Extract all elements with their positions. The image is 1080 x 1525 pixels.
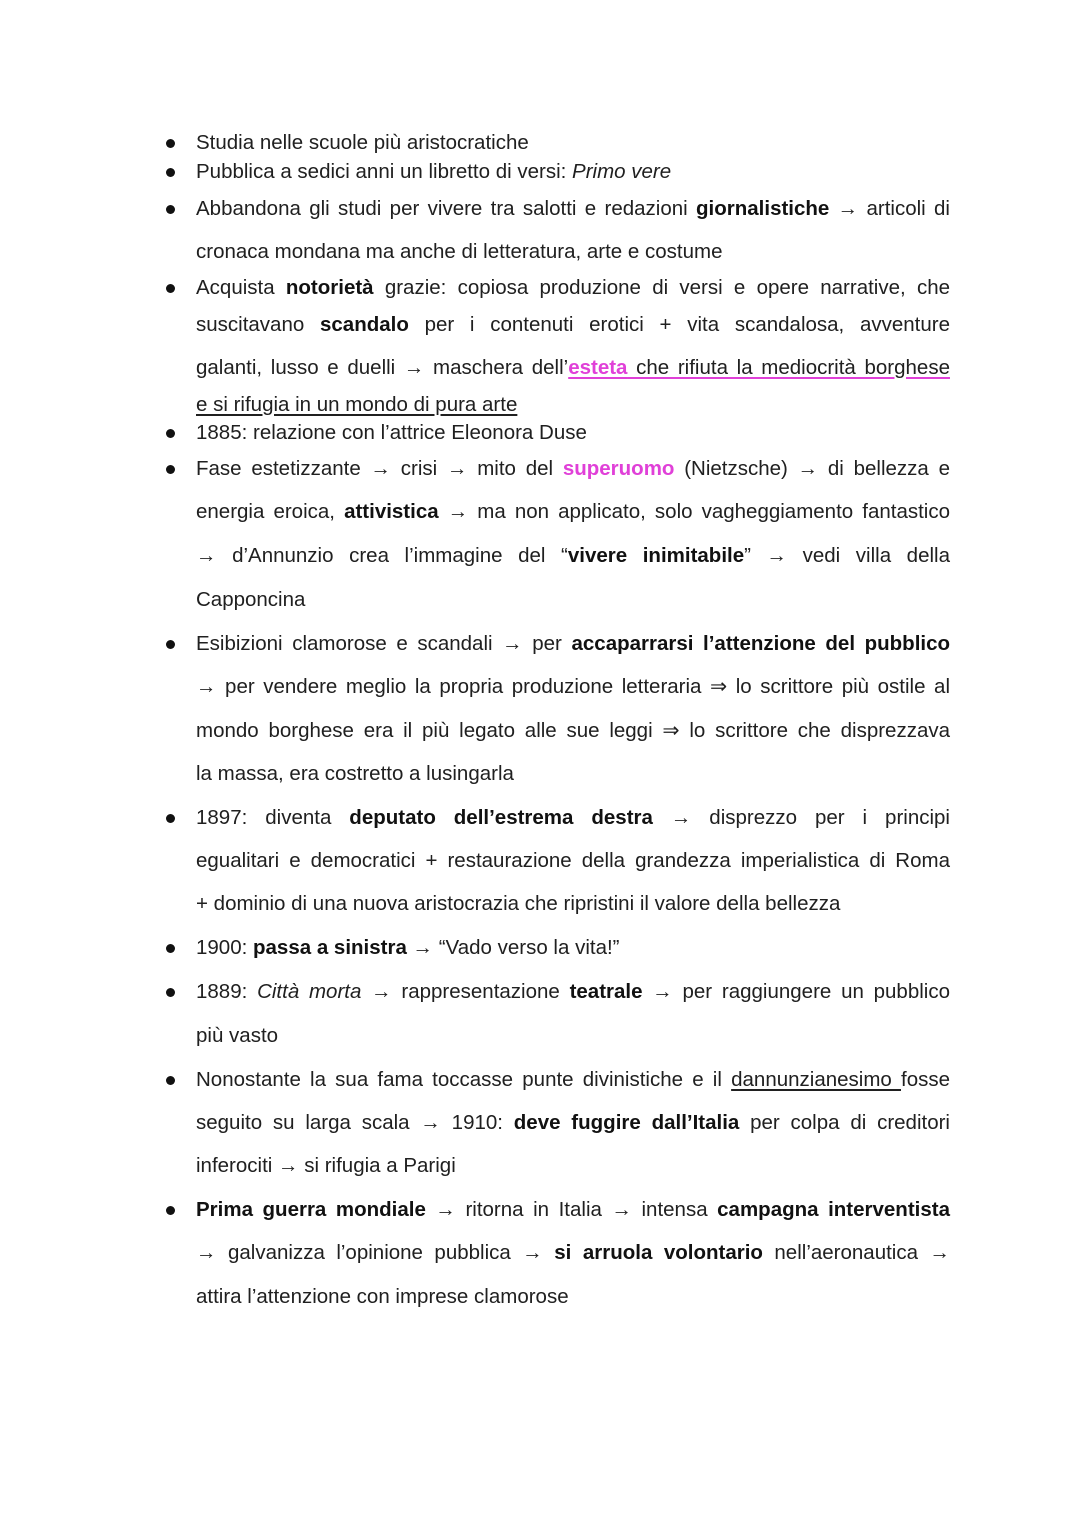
text-line <box>196 1111 950 1135</box>
text-span: attira l’attenzione con imprese clamorose <box>196 1285 569 1308</box>
text-line <box>196 421 950 445</box>
bold-text: passa a sinistra <box>253 936 407 959</box>
bold-text: deputato dell’estrema destra <box>349 806 653 829</box>
text-span: Acquista <box>196 276 286 299</box>
text-line <box>196 632 950 656</box>
text-span: Fase estetizzante → crisi → mito del <box>196 457 563 480</box>
bullet-icon <box>166 465 175 474</box>
bullet-icon <box>166 284 175 293</box>
underlined-text: che rifiuta la mediocrità borghese <box>627 356 950 379</box>
text-span: 1900: <box>196 936 253 959</box>
text-span: (Nietzsche) → di bellezza e <box>674 457 950 480</box>
text-span: suscitavano <box>196 313 320 336</box>
bold-text: deve fuggire dall’Italia <box>513 1111 740 1134</box>
text-line <box>196 160 950 184</box>
text-span: egualitari e democratici + restaurazione della grandezza imperialistica di Roma <box>196 849 950 872</box>
text-span: + dominio di una nuova aristocrazia che ripristini il valore della bellezza <box>196 892 841 915</box>
text-span: la massa, era costretto a lusingarla <box>196 762 514 785</box>
bullet-icon <box>166 988 175 997</box>
text-span: Capponcina <box>196 588 306 611</box>
text-line <box>196 240 950 264</box>
text-line <box>196 719 950 743</box>
text-line <box>196 806 950 830</box>
text-span: fosse <box>901 1068 950 1091</box>
underlined-text: e si rifugia in un mondo di pura arte <box>196 393 518 416</box>
bullet-icon <box>166 168 175 177</box>
bullet-icon <box>166 640 175 649</box>
bold-text: accaparrarsi l’attenzione del pubblico <box>571 632 951 655</box>
text-line <box>196 588 950 612</box>
text-span: energia eroica, <box>196 500 345 523</box>
text-line <box>196 762 950 786</box>
text-span: Nonostante la sua fama toccasse punte divinistiche e il <box>196 1068 732 1091</box>
bold-text: Prima guerra mondiale <box>196 1198 426 1221</box>
bold-text: teatrale <box>569 980 643 1003</box>
text-span: Pubblica a sedici anni un libretto di versi: <box>196 160 573 183</box>
text-line <box>196 544 950 568</box>
text-line <box>196 197 950 221</box>
text-span: seguito su larga scala → 1910: <box>196 1111 514 1134</box>
text-span: → ma non applicato, solo vagheggiamento fantastico <box>438 500 950 523</box>
bold-text: notorietà <box>285 276 374 299</box>
text-span: → d’Annunzio crea l’immagine del “ <box>196 544 568 567</box>
text-line <box>196 1198 950 1222</box>
text-span: Abbandona gli studi per vivere tra salotti e redazioni <box>196 197 697 220</box>
text-span: → per vendere meglio la propria produzione letteraria ⇒ lo scrittore più ostile al <box>196 675 950 698</box>
text-line <box>196 849 950 873</box>
bullet-icon <box>166 944 175 953</box>
text-line <box>196 1154 950 1178</box>
text-span: nell’aeronautica → <box>762 1241 950 1264</box>
text-span: → “Vado verso la vita!” <box>406 936 620 959</box>
bold-text: giornalistiche <box>696 197 830 220</box>
text-line <box>196 892 950 916</box>
bullet-icon <box>166 205 175 214</box>
text-line <box>196 1068 950 1092</box>
text-span: per i contenuti erotici + vita scandalosa, avventure <box>408 313 950 336</box>
highlighted-term: superuomo <box>562 457 675 480</box>
text-line <box>196 675 950 699</box>
bullet-icon <box>166 429 175 438</box>
text-line <box>196 393 950 417</box>
italic-text: Primo vere <box>572 160 672 183</box>
italic-text: Città morta <box>257 980 362 1003</box>
text-line <box>196 131 950 155</box>
text-span: Studia nelle scuole più aristocratiche <box>196 131 529 154</box>
text-span: ” → vedi villa della <box>744 544 950 567</box>
bullet-icon <box>166 814 175 823</box>
text-line <box>196 980 950 1004</box>
bullet-icon <box>166 1076 175 1085</box>
text-line <box>196 313 950 337</box>
text-span: → galvanizza l’opinione pubblica → <box>196 1241 555 1264</box>
text-span: galanti, lusso e duelli → maschera dell’ <box>196 356 569 379</box>
text-span: Esibizioni clamorose e scandali → per <box>196 632 572 655</box>
bullet-icon <box>166 1206 175 1215</box>
text-line <box>196 936 950 960</box>
bold-text: attivistica <box>344 500 439 523</box>
bold-text: campagna interventista <box>717 1198 950 1221</box>
text-span: → rappresentazione <box>361 980 570 1003</box>
text-span: → disprezzo per i principi <box>652 806 950 829</box>
text-span: → articoli di <box>829 197 950 220</box>
text-line <box>196 1241 950 1265</box>
text-span: → ritorna in Italia → intensa <box>425 1198 718 1221</box>
text-span: mondo borghese era il più legato alle sue leggi ⇒ lo scrittore che disprezzava <box>196 719 950 742</box>
text-span: cronaca mondana ma anche di letteratura, arte e costume <box>196 240 723 263</box>
text-span: per colpa di creditori <box>739 1111 950 1134</box>
text-line <box>196 1024 950 1048</box>
text-span: 1885: relazione con l’attrice Eleonora Duse <box>196 421 587 444</box>
underlined-text: dannunzianesimo <box>731 1068 901 1091</box>
text-span: inferociti → si rifugia a Parigi <box>196 1154 456 1177</box>
text-span: 1897: diventa <box>196 806 350 829</box>
text-span: più vasto <box>196 1024 279 1047</box>
text-line <box>196 276 950 300</box>
text-line <box>196 1285 950 1309</box>
highlighted-term: esteta <box>568 356 628 379</box>
text-line <box>196 457 950 481</box>
text-line <box>196 500 950 524</box>
bold-text: vivere inimitabile <box>567 544 745 567</box>
bold-text: scandalo <box>319 313 409 336</box>
text-span: 1889: <box>196 980 258 1003</box>
bold-text: si arruola volontario <box>554 1241 763 1264</box>
bullet-icon <box>166 139 175 148</box>
text-line <box>196 356 950 380</box>
text-span: → per raggiungere un pubblico <box>642 980 950 1003</box>
text-span: grazie: copiosa produzione di versi e opere narrative, che <box>373 276 950 299</box>
